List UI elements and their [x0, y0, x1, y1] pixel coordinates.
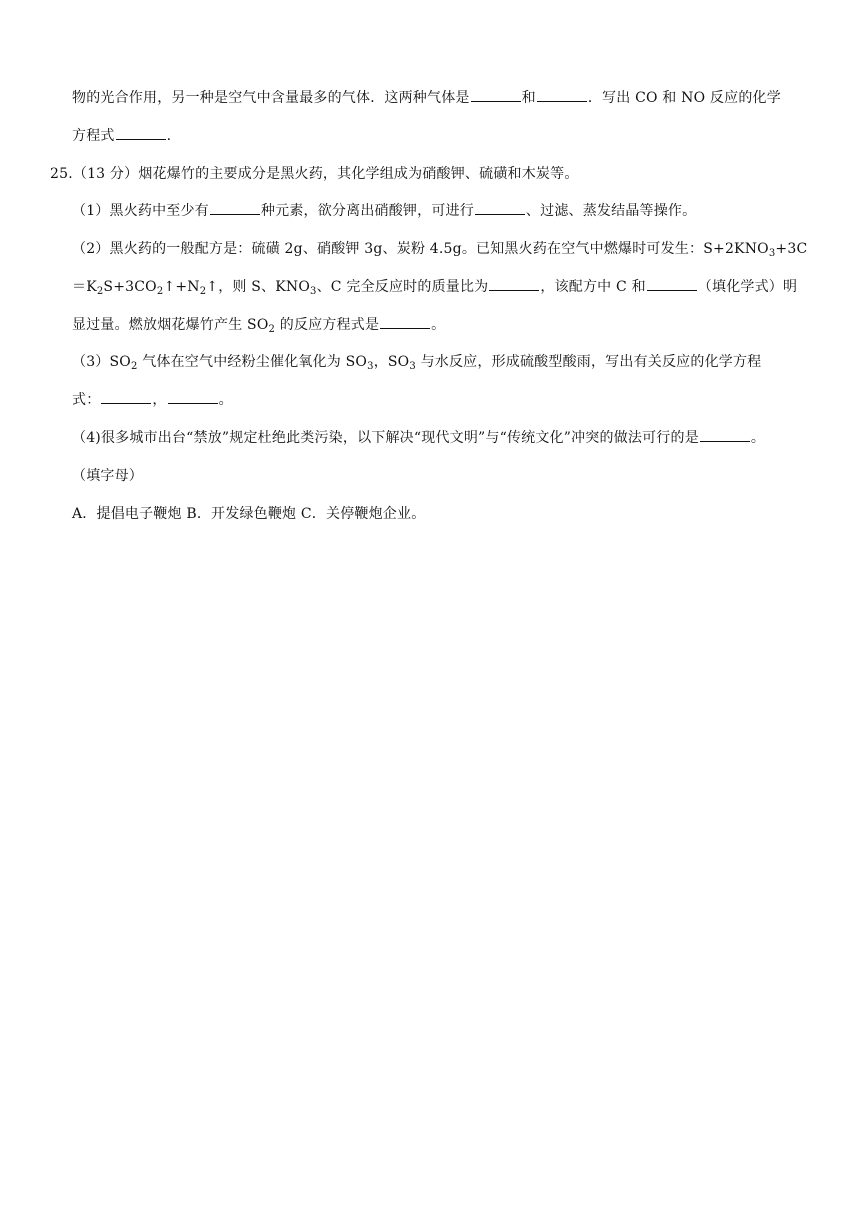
part-text: ↑，则 S、KNO: [206, 279, 311, 295]
subscript: 2: [268, 324, 276, 335]
part-text: S+3CO: [103, 279, 157, 295]
answer-blank[interactable]: [647, 277, 697, 291]
part-text: ，该配方中 C 和: [540, 279, 646, 295]
part-text: （2）黑火药的一般配方是：硫磺 2g、硝酸钾 3g、炭粉 4.5g。已知黑火药在空气中燃爆时可发生：S+2KNO: [72, 241, 769, 257]
subscript: 2: [199, 286, 207, 297]
part-text: 、过滤、蒸发结晶等操作。: [525, 203, 697, 219]
part-text: 。: [750, 430, 766, 446]
part-text: （1）黑火药中至少有: [72, 203, 209, 219]
part-text: ，SO: [373, 354, 410, 370]
part-text: 与水反应，形成硫酸型酸雨，写出有关反应的化学方程: [415, 354, 762, 370]
q24-text: 物的光合作用，另一种是空气中含量最多的气体．这两种气体是: [72, 90, 470, 106]
answer-blank[interactable]: [475, 201, 525, 215]
q25-header: [50, 164, 579, 184]
q24-line-2: [72, 126, 171, 146]
q24-text: ．写出 CO 和 NO 反应的化学: [587, 90, 781, 106]
subscript: 2: [156, 286, 164, 297]
part-text: 显过量。燃放烟花爆竹产生 SO: [72, 317, 269, 333]
part-text: ＝K: [72, 279, 97, 295]
part-text: 的反应方程式是: [275, 317, 380, 333]
q25-part2-line2: [72, 277, 797, 297]
answer-blank[interactable]: [380, 315, 430, 329]
part-text: （3）SO: [72, 354, 131, 370]
q25-part3-line1: [72, 352, 761, 372]
part-text: +3C: [775, 241, 808, 257]
part-text: 。: [218, 392, 233, 408]
answer-blank[interactable]: [537, 88, 587, 102]
q25-part3-line2: [72, 390, 233, 410]
q24-line-1: [72, 88, 781, 108]
answer-blank[interactable]: [101, 390, 151, 404]
part-text: 、C 完全反应时的质量比为: [316, 279, 489, 295]
part-text: 式：: [72, 392, 101, 408]
question-header: 25.（13 分）烟花爆竹的主要成分是黑火药，其化学组成为硝酸钾、硫磺和木炭等。: [50, 166, 579, 182]
part-text: （填化学式）明: [697, 279, 798, 295]
answer-blank[interactable]: [168, 390, 218, 404]
q25-part1: [72, 201, 696, 221]
answer-blank[interactable]: [471, 88, 521, 102]
q24-text: .: [166, 128, 172, 144]
answer-blank[interactable]: [489, 277, 539, 291]
subscript: 3: [310, 286, 317, 297]
answer-blank[interactable]: [210, 201, 260, 215]
q25-part2-line1: [72, 239, 807, 259]
part-text: 。: [431, 317, 446, 333]
part-text: 种元素，欲分离出硝酸钾，可进行: [260, 203, 474, 219]
answer-blank[interactable]: [116, 126, 166, 140]
part-text: （填字母）: [72, 468, 143, 484]
part-text: （4)很多城市出台“禁放”规定杜绝此类污染，以下解决“现代文明”与“传统文化”冲突的做法可行的是: [72, 430, 699, 446]
subscript: 3: [367, 361, 374, 372]
q25-options: [72, 504, 425, 524]
q24-text: 方程式: [72, 128, 115, 144]
answer-blank[interactable]: [700, 428, 750, 442]
q25-part2-line3: [72, 315, 445, 335]
answer-options: A．提倡电子鞭炮 B．开发绿色鞭炮 C．关停鞭炮企业。: [72, 506, 426, 522]
q24-text: 和: [521, 90, 536, 106]
subscript: 2: [96, 286, 104, 297]
subscript: 3: [768, 248, 776, 259]
part-text: ↑+N: [163, 279, 200, 295]
part-text: ，: [152, 392, 167, 408]
q25-part4-line2: [72, 466, 143, 486]
q25-part4-line1: [72, 428, 765, 448]
subscript: 2: [130, 361, 138, 372]
subscript: 3: [409, 361, 416, 372]
part-text: 气体在空气中经粉尘催化氧化为 SO: [137, 354, 368, 370]
